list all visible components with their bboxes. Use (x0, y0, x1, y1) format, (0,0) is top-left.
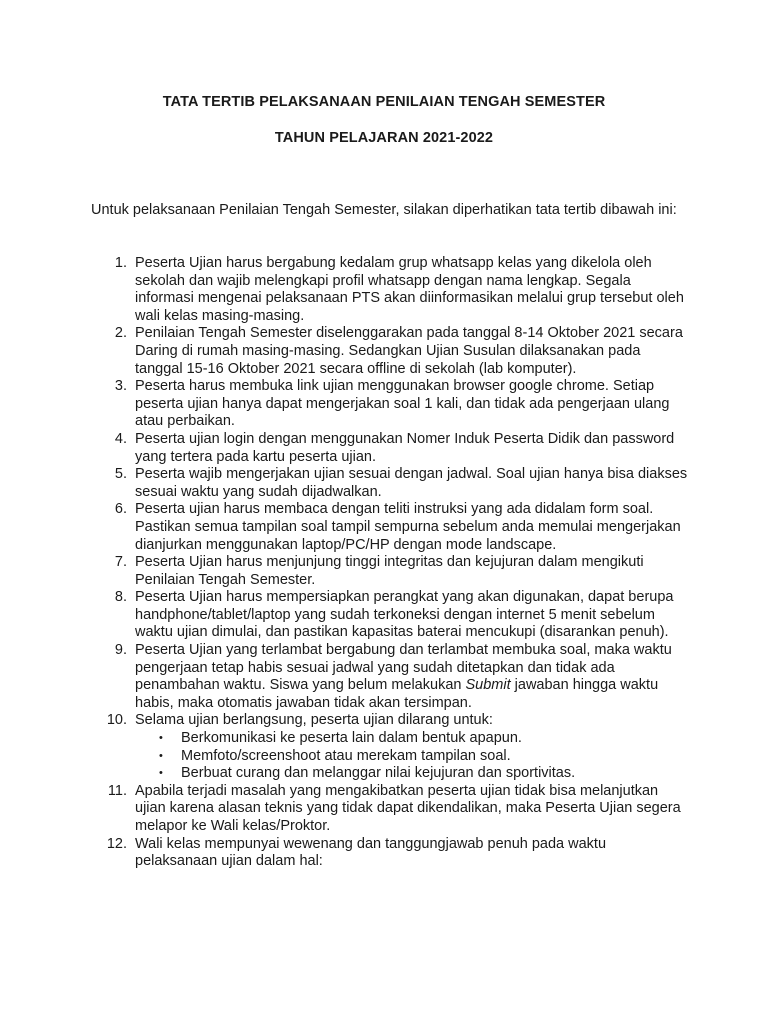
rule-text: Penilaian Tengah Semester diselenggarakan pada tanggal 8-14 Oktober 2021 secara Daring di rumah masing-masing. Sedangkan Ujian Susulan dilaksanakan pada tanggal 15-16 Oktober 2021 secara offline di sekolah (lab komputer). (135, 325, 683, 377)
rule-item-8 (91, 589, 691, 642)
rule-number: 11. (107, 782, 127, 799)
rule-number: 9. (114, 642, 127, 659)
rule-text: Peserta Ujian harus menjunjung tinggi integritas dan kejujuran dalam mengikuti Penilaian Tengah Semester. (135, 554, 644, 588)
rule-item-12 (91, 836, 691, 871)
rule-item-4 (91, 431, 691, 466)
prohibited-item-text: Berbuat curang dan melanggar nilai kejujuran dan sportivitas. (181, 765, 576, 782)
rule-text: Peserta Ujian harus bergabung kedalam grup whatsapp kelas yang dikelola oleh sekolah dan wajib melengkapi profil whatsapp dengan nama lengkap. Segala informasi mengenai pelaksanaan PTS akan diinformasikan melalui grup tersebut oleh wali kelas masing-masing. (135, 255, 684, 324)
rule-item-1 (91, 255, 691, 325)
rule-text: Wali kelas mempunyai wewenang dan tanggungjawab penuh pada waktu pelaksanaan ujian dalam hal: (135, 835, 607, 870)
rule-text-part: Peserta Ujian yang terlambat bergabung dan terlambat membuka soal, maka waktu pengerjaan tetap habis sesuai jadwal yang sudah ditetapkan dan tidak ada penambahan waktu. Siswa yang belum melakukan (135, 642, 672, 694)
bullet-icon: • (159, 749, 163, 762)
rule-item-2 (91, 325, 691, 378)
prohibited-item (135, 748, 691, 766)
rule-text-part: jawaban hingga waktu habis, maka otomatis jawaban tidak akan tersimpan. (135, 677, 659, 711)
rule-text: Peserta ujian harus membaca dengan teliti instruksi yang ada didalam form soal. Pastikan semua tampilan soal tampil sempurna sebelum anda memulai mengerjakan dianjurkan menggunakan laptop/PC/HP dengan mode landscape. (135, 501, 681, 553)
rule-number: 2. (114, 325, 127, 342)
rule-text: Peserta ujian login dengan menggunakan Nomer Induk Peserta Didik dan password yang tertera pada kartu peserta ujian. (135, 430, 675, 465)
prohibited-item (135, 730, 691, 748)
rules-list (91, 255, 691, 871)
rule-text: Peserta wajib mengerjakan ujian sesuai dengan jadwal. Soal ujian hanya bisa diakses sesuai waktu yang sudah dijadwalkan. (135, 466, 688, 500)
rule-number: 5. (114, 466, 127, 483)
rule-item-10 (91, 712, 691, 782)
rule-text-italic: Submit (465, 677, 511, 694)
rule-item-9 (91, 642, 691, 712)
rule-item-7 (91, 554, 691, 589)
rule-text: Selama ujian berlangsung, peserta ujian dilarang untuk: (135, 712, 493, 729)
rule-item-6 (91, 501, 691, 554)
rule-number: 8. (114, 589, 127, 606)
rule-text: Apabila terjadi masalah yang mengakibatkan peserta ujian tidak bisa melanjutkan ujian karena alasan teknis yang tidak dapat dikendalikan, maka Peserta Ujian segera melapor ke Wali kelas/Proktor. (135, 782, 681, 834)
rule-item-11 (91, 783, 691, 836)
rule-number: 3. (114, 378, 127, 395)
rule-number: 1. (114, 255, 127, 271)
bullet-icon: • (159, 732, 163, 745)
rule-number: 6. (114, 501, 127, 518)
prohibited-item-text: Berkomunikasi ke peserta lain dalam bentuk apapun. (181, 730, 522, 747)
rule-number: 10. (106, 712, 127, 729)
prohibited-list (135, 730, 691, 783)
rule-text: Peserta harus membuka link ujian menggunakan browser google chrome. Setiap peserta ujian hanya dapat mengerjakan soal 1 kali, dan tidak ada pengerjaan ulang atau perbaikan. (135, 378, 670, 430)
rule-item-3 (91, 378, 691, 431)
intro-paragraph: Untuk pelaksanaan Penilaian Tengah Semester, silakan diperhatikan tata tertib dibawah ini: (91, 202, 677, 218)
rule-text (135, 642, 691, 712)
rule-number: 12. (106, 835, 127, 852)
prohibited-item (135, 765, 691, 783)
document-title: TATA TERTIB PELAKSANAAN PENILAIAN TENGAH SEMESTER (162, 94, 606, 110)
prohibited-item-text: Memfoto/screenshoot atau merekam tampilan soal. (181, 747, 511, 764)
document-subtitle: TAHUN PELAJARAN 2021-2022 (274, 130, 494, 146)
rule-item-5 (91, 466, 691, 501)
rule-text: Peserta Ujian harus mempersiapkan perangkat yang akan digunakan, dapat berupa handphone/tablet/laptop yang sudah terkoneksi dengan internet 5 menit sebelum waktu ujian dimulai, dan pastikan kapasitas baterai mencukupi (disarankan penuh). (135, 589, 674, 641)
bullet-icon: • (159, 767, 163, 780)
rule-number: 7. (114, 554, 127, 571)
rule-number: 4. (114, 430, 127, 447)
